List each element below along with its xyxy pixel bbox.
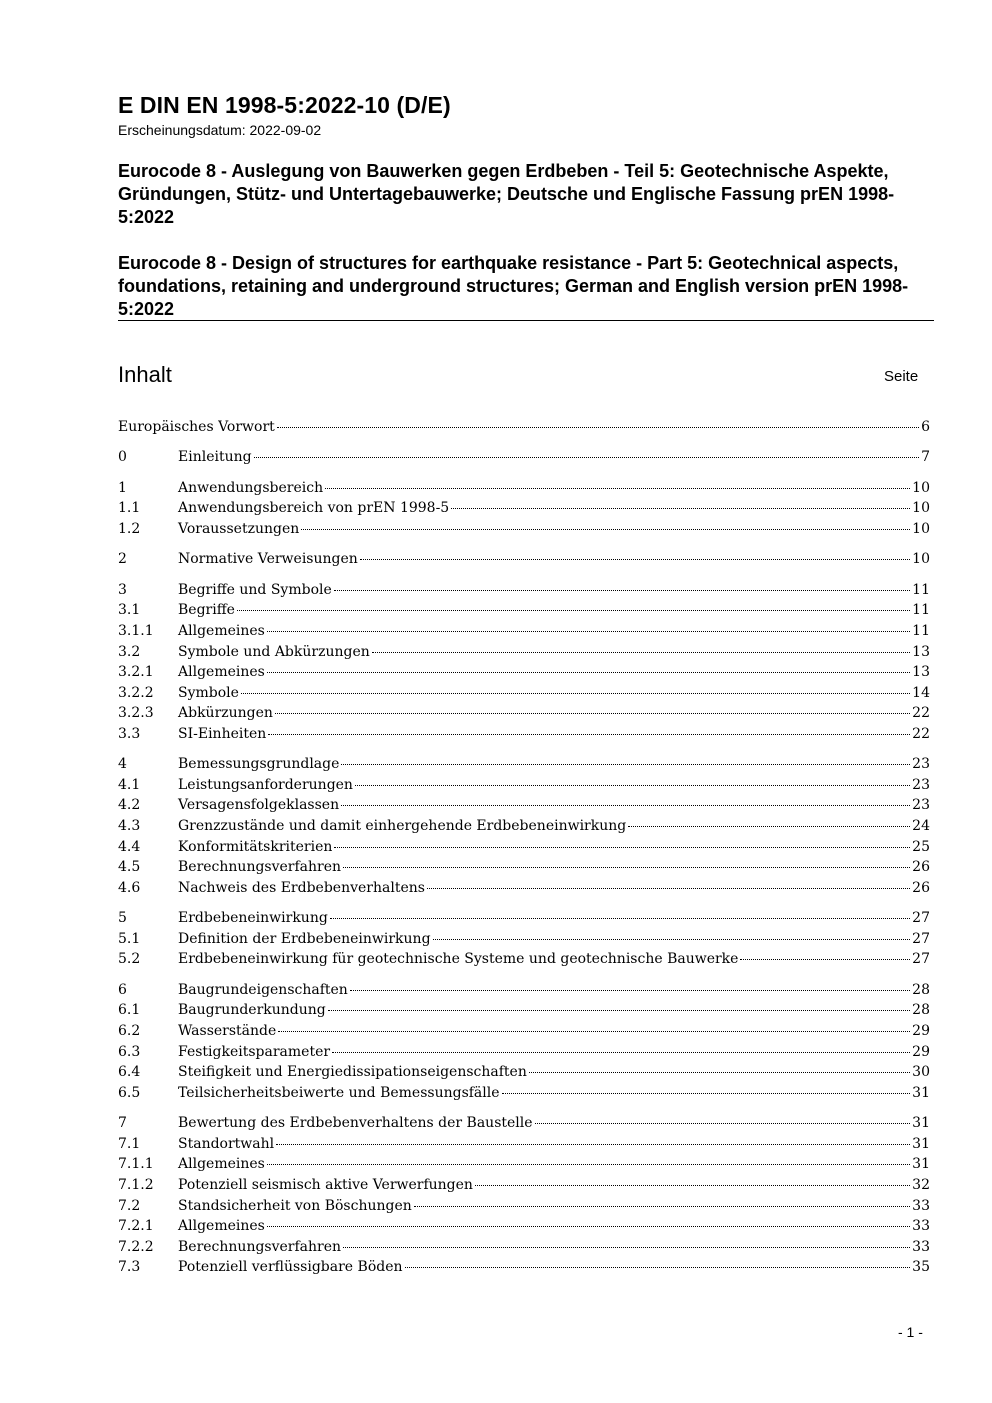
toc-entry-number: 3.2.2 bbox=[118, 684, 154, 701]
toc-entry-page: 7 bbox=[921, 449, 930, 466]
toc-dot-leader bbox=[341, 764, 910, 765]
toc-entry[interactable] bbox=[118, 580, 930, 601]
toc-entry-page: 26 bbox=[912, 879, 930, 896]
toc-entry-title: Abkürzungen bbox=[178, 705, 273, 722]
toc-entry[interactable] bbox=[118, 662, 930, 683]
toc-entry-page: 28 bbox=[912, 981, 930, 998]
toc-entry-title: Baugrundeigenschaften bbox=[178, 981, 348, 998]
toc-entry[interactable] bbox=[118, 621, 930, 642]
toc-entry-number: 2 bbox=[118, 551, 127, 568]
toc-entry-page: 31 bbox=[912, 1156, 930, 1173]
toc-entry-title: Anwendungsbereich von prEN 1998-5 bbox=[178, 500, 450, 517]
toc-dot-leader bbox=[414, 1206, 910, 1207]
toc-entry[interactable] bbox=[118, 478, 930, 499]
toc-entry-page: 27 bbox=[912, 910, 930, 927]
toc-dot-leader bbox=[277, 427, 919, 428]
toc-entry-title: Voraussetzungen bbox=[178, 520, 300, 537]
toc-entry-number: 7.2 bbox=[118, 1197, 141, 1214]
toc-entry[interactable] bbox=[118, 1134, 930, 1155]
toc-entry-title: Begriffe und Symbole bbox=[178, 581, 332, 598]
toc-entry-page: 11 bbox=[912, 622, 930, 639]
toc-dot-leader bbox=[451, 508, 910, 509]
toc-entry-title: Erdbebeneinwirkung bbox=[178, 910, 328, 927]
toc-dot-leader bbox=[278, 1031, 910, 1032]
toc-entry[interactable] bbox=[118, 1196, 930, 1217]
toc-entry-number: 4.1 bbox=[118, 776, 141, 793]
toc-entry-page: 35 bbox=[912, 1259, 930, 1276]
toc-entry-title: Festigkeitsparameter bbox=[178, 1043, 331, 1060]
toc-entry[interactable] bbox=[118, 1021, 930, 1042]
toc-entry[interactable] bbox=[118, 642, 930, 663]
toc-dot-leader bbox=[334, 590, 910, 591]
toc-entry-number: 4.4 bbox=[118, 838, 141, 855]
toc-dot-leader bbox=[241, 693, 910, 694]
toc-entry-title: SI-Einheiten bbox=[178, 725, 267, 742]
toc-dot-leader bbox=[334, 847, 910, 848]
toc-entry-number: 7.3 bbox=[118, 1259, 141, 1276]
toc-entry-page: 22 bbox=[912, 725, 930, 742]
toc-entry-page: 11 bbox=[912, 581, 930, 598]
toc-entry[interactable] bbox=[118, 519, 930, 540]
header-rule bbox=[118, 320, 934, 321]
toc-dot-leader bbox=[355, 785, 910, 786]
publication-date: Erscheinungsdatum: 2022-09-02 bbox=[118, 122, 322, 138]
toc-entry-title: Definition der Erdbebeneinwirkung bbox=[178, 930, 431, 947]
toc-entry-page: 6 bbox=[921, 419, 930, 435]
toc-entry[interactable] bbox=[118, 1000, 930, 1021]
toc-dot-leader bbox=[276, 1144, 910, 1145]
page-column-label: Seite bbox=[884, 368, 919, 385]
toc-entry-title: Potenziell verflüssigbare Böden bbox=[178, 1259, 403, 1276]
toc-entry-title: Nachweis des Erdbebenverhaltens bbox=[178, 879, 425, 896]
toc-dot-leader bbox=[433, 939, 911, 940]
toc-entry-number: 1.1 bbox=[118, 500, 141, 517]
toc-entry-page: 23 bbox=[912, 797, 930, 814]
toc-entry[interactable] bbox=[118, 980, 930, 1001]
toc-dot-leader bbox=[343, 1247, 910, 1248]
toc-entry-title: Symbole bbox=[178, 684, 239, 701]
toc-entry[interactable] bbox=[118, 775, 930, 796]
toc-entry-page: 33 bbox=[912, 1197, 930, 1214]
toc-entry-number: 7 bbox=[118, 1115, 127, 1132]
toc-dot-leader bbox=[350, 990, 910, 991]
toc-entry-page: 27 bbox=[912, 951, 930, 968]
toc-dot-leader bbox=[275, 713, 910, 714]
toc-dot-leader bbox=[332, 1052, 910, 1053]
toc-entry-title: Allgemeines bbox=[178, 664, 265, 681]
toc-entry-page: 33 bbox=[912, 1218, 930, 1235]
toc-entry-title: Einleitung bbox=[178, 449, 252, 466]
toc-dot-leader bbox=[330, 918, 910, 919]
toc-dot-leader bbox=[740, 959, 910, 960]
toc-entry-page: 11 bbox=[912, 602, 930, 619]
toc-entry[interactable] bbox=[118, 1237, 930, 1258]
toc-entry-title: Teilsicherheitsbeiwerte und Bemessungsfälle bbox=[178, 1084, 500, 1101]
toc-entry-title: Begriffe bbox=[178, 602, 235, 619]
toc-entry-title: Baugrunderkundung bbox=[178, 1002, 326, 1019]
toc-entry[interactable] bbox=[118, 1257, 930, 1278]
toc-entry-title: Allgemeines bbox=[178, 622, 265, 639]
toc-entry-number: 7.1.1 bbox=[118, 1156, 154, 1173]
toc-dot-leader bbox=[254, 457, 920, 458]
toc-dot-leader bbox=[628, 826, 910, 827]
toc-entry-number: 6.3 bbox=[118, 1043, 141, 1060]
toc-entry-number: 4.3 bbox=[118, 818, 141, 835]
toc-dot-leader bbox=[502, 1093, 911, 1094]
toc-entry-title: Normative Verweisungen bbox=[178, 551, 358, 568]
toc-dot-leader bbox=[301, 529, 910, 530]
toc-entry-page: 22 bbox=[912, 705, 930, 722]
toc-entry[interactable] bbox=[118, 498, 930, 519]
toc-entry-number: 4 bbox=[118, 756, 127, 773]
toc-entry[interactable] bbox=[118, 1113, 930, 1134]
toc-entry-title: Versagensfolgeklassen bbox=[178, 797, 340, 814]
toc-entry-page: 31 bbox=[912, 1135, 930, 1152]
toc-entry[interactable] bbox=[118, 857, 930, 878]
title-english: Eurocode 8 - Design of structures for earthquake resistance - Part 5: Geotechnical aspects, foundations, retaining and underground structures; German and English version prEN 1998-5:2022 bbox=[118, 253, 909, 319]
toc-dot-leader bbox=[267, 1164, 910, 1165]
toc-entry[interactable] bbox=[118, 929, 930, 950]
toc-entry-title: Leistungsanforderungen bbox=[178, 776, 353, 793]
toc-entry-title: Wasserstände bbox=[178, 1023, 277, 1040]
toc-entry[interactable] bbox=[118, 908, 930, 929]
toc-entry-page: 30 bbox=[912, 1064, 930, 1081]
toc-entry-number: 7.2.2 bbox=[118, 1238, 154, 1255]
toc-entry-page: 29 bbox=[912, 1043, 930, 1060]
toc-entry-page: 10 bbox=[912, 500, 930, 517]
toc-entry-number: 5.1 bbox=[118, 930, 141, 947]
toc-entry-number: 3.2.3 bbox=[118, 705, 154, 722]
toc-entry-number: 4.6 bbox=[118, 879, 141, 896]
toc-entry-page: 28 bbox=[912, 1002, 930, 1019]
toc-dot-leader bbox=[343, 867, 910, 868]
toc-entry-page: 23 bbox=[912, 776, 930, 793]
toc-entry[interactable] bbox=[118, 816, 930, 837]
toc-entry[interactable] bbox=[118, 1083, 930, 1104]
toc-entry-title: Anwendungsbereich bbox=[178, 479, 324, 496]
toc-entry-page: 13 bbox=[912, 643, 930, 660]
toc-entry[interactable] bbox=[118, 949, 930, 970]
toc-entry[interactable] bbox=[118, 1154, 930, 1175]
toc-dot-leader bbox=[372, 652, 910, 653]
toc-entry-title: Europäisches Vorwort bbox=[118, 419, 275, 435]
toc-entry[interactable] bbox=[118, 837, 930, 858]
toc-dot-leader bbox=[405, 1267, 911, 1268]
toc-entry-number: 6.1 bbox=[118, 1002, 141, 1019]
toc-entry-number: 7.1.2 bbox=[118, 1176, 154, 1193]
toc-entry[interactable] bbox=[118, 417, 930, 438]
table-of-contents bbox=[118, 417, 930, 1278]
toc-dot-leader bbox=[268, 734, 910, 735]
toc-entry-number: 6.4 bbox=[118, 1064, 141, 1081]
toc-entry-number: 3.2 bbox=[118, 643, 141, 660]
toc-entry-title: Grenzzustände und damit einhergehende Erdbebeneinwirkung bbox=[178, 818, 627, 835]
toc-entry[interactable] bbox=[118, 447, 930, 468]
toc-entry-page: 13 bbox=[912, 664, 930, 681]
toc-dot-leader bbox=[427, 888, 910, 889]
toc-entry-title: Allgemeines bbox=[178, 1218, 265, 1235]
toc-entry-page: 33 bbox=[912, 1238, 930, 1255]
toc-entry-number: 5.2 bbox=[118, 951, 141, 968]
toc-entry-page: 10 bbox=[912, 520, 930, 537]
toc-entry[interactable] bbox=[118, 878, 930, 899]
toc-entry[interactable] bbox=[118, 754, 930, 775]
toc-heading: Inhalt bbox=[118, 362, 172, 387]
toc-entry-number: 1 bbox=[118, 479, 127, 496]
toc-entry-title: Konformitätskriterien bbox=[178, 838, 333, 855]
toc-entry-number: 1.2 bbox=[118, 520, 141, 537]
page-number-footer: - 1 - bbox=[898, 1324, 923, 1340]
toc-entry-number: 3.2.1 bbox=[118, 664, 154, 681]
toc-dot-leader bbox=[325, 488, 910, 489]
toc-dot-leader bbox=[328, 1010, 910, 1011]
toc-entry[interactable] bbox=[118, 1175, 930, 1196]
toc-entry[interactable] bbox=[118, 549, 930, 570]
toc-entry-title: Erdbebeneinwirkung für geotechnische Systeme und geotechnische Bauwerke bbox=[178, 951, 739, 968]
toc-entry-page: 26 bbox=[912, 859, 930, 876]
toc-dot-leader bbox=[529, 1072, 910, 1073]
toc-entry-page: 29 bbox=[912, 1023, 930, 1040]
toc-entry-title: Potenziell seismisch aktive Verwerfungen bbox=[178, 1176, 473, 1193]
toc-entry-number: 3 bbox=[118, 581, 127, 598]
toc-entry[interactable] bbox=[118, 703, 930, 724]
toc-dot-leader bbox=[360, 559, 910, 560]
toc-dot-leader bbox=[267, 672, 910, 673]
toc-entry-title: Berechnungsverfahren bbox=[178, 859, 342, 876]
toc-entry-title: Steifigkeit und Energiedissipationseigenschaften bbox=[178, 1064, 527, 1081]
toc-entry-page: 10 bbox=[912, 551, 930, 568]
toc-entry-number: 3.1.1 bbox=[118, 622, 154, 639]
document-id: E DIN EN 1998-5:2022-10 (D/E) bbox=[118, 92, 451, 118]
toc-entry-page: 31 bbox=[912, 1084, 930, 1101]
toc-entry-number: 7.2.1 bbox=[118, 1218, 154, 1235]
toc-entry[interactable] bbox=[118, 1216, 930, 1237]
toc-entry-title: Bemessungsgrundlage bbox=[178, 756, 340, 773]
toc-entry-title: Standsicherheit von Böschungen bbox=[178, 1197, 412, 1214]
toc-entry-title: Bewertung des Erdbebenverhaltens der Baustelle bbox=[178, 1115, 533, 1132]
toc-entry-number: 7.1 bbox=[118, 1135, 141, 1152]
toc-dot-leader bbox=[267, 1226, 910, 1227]
toc-entry[interactable] bbox=[118, 1042, 930, 1063]
toc-entry-number: 0 bbox=[118, 449, 127, 466]
toc-entry-page: 31 bbox=[912, 1115, 930, 1132]
toc-entry[interactable] bbox=[118, 724, 930, 745]
toc-dot-leader bbox=[341, 805, 910, 806]
toc-entry-page: 32 bbox=[912, 1176, 930, 1193]
toc-entry-page: 25 bbox=[912, 838, 930, 855]
toc-entry-number: 4.5 bbox=[118, 859, 141, 876]
toc-entry-title: Standortwahl bbox=[178, 1135, 275, 1152]
toc-dot-leader bbox=[237, 610, 910, 611]
toc-entry-number: 5 bbox=[118, 910, 127, 927]
title-german: Eurocode 8 - Auslegung von Bauwerken gegen Erdbeben - Teil 5: Geotechnische Aspekte, Gründungen, Stütz- und Untertagebauwerke; Deutsche und Englische Fassung prEN 1998-5:2022 bbox=[118, 161, 895, 227]
toc-dot-leader bbox=[535, 1123, 911, 1124]
toc-entry-title: Allgemeines bbox=[178, 1156, 265, 1173]
toc-entry-page: 14 bbox=[912, 684, 930, 701]
toc-entry-number: 3.3 bbox=[118, 725, 141, 742]
toc-entry[interactable] bbox=[118, 1062, 930, 1083]
toc-entry-number: 4.2 bbox=[118, 797, 141, 814]
toc-entry[interactable] bbox=[118, 683, 930, 704]
toc-entry-page: 23 bbox=[912, 756, 930, 773]
toc-entry-title: Symbole und Abkürzungen bbox=[178, 643, 370, 660]
toc-dot-leader bbox=[475, 1185, 910, 1186]
toc-entry-page: 10 bbox=[912, 479, 930, 496]
toc-entry-number: 6 bbox=[118, 981, 127, 998]
toc-entry[interactable] bbox=[118, 795, 930, 816]
toc-entry-page: 27 bbox=[912, 930, 930, 947]
toc-entry-page: 24 bbox=[912, 818, 930, 835]
toc-entry[interactable] bbox=[118, 600, 930, 621]
toc-dot-leader bbox=[267, 631, 910, 632]
toc-entry-title: Berechnungsverfahren bbox=[178, 1238, 342, 1255]
toc-entry-number: 6.2 bbox=[118, 1023, 141, 1040]
toc-entry-number: 6.5 bbox=[118, 1084, 141, 1101]
toc-entry-number: 3.1 bbox=[118, 602, 141, 619]
